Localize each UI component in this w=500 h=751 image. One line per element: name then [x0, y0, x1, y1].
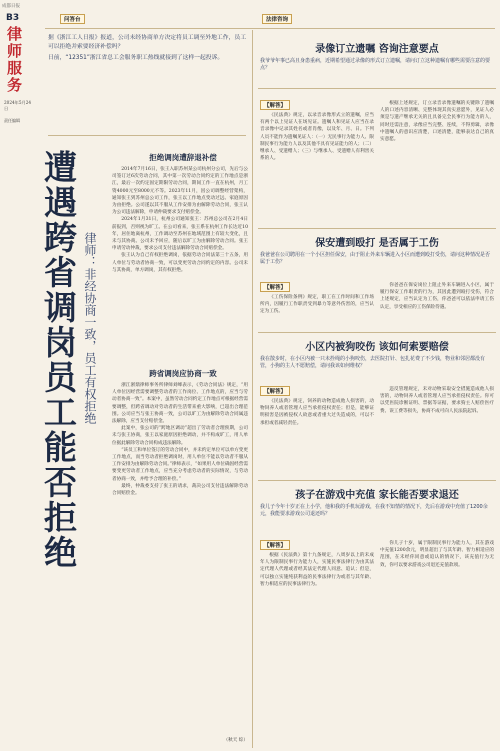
- qa1-answer-left: [260, 112, 374, 222]
- section1-para-3: 张王认为自己有权拒绝调岗，依据劳动合同法第三十五条，用人单位与劳动者协商一致，可以变更劳动合同约定的内容。公司未与其协商，单方调岗，其有权拒绝。: [112, 253, 248, 273]
- column-tag-right: 法律咨询: [262, 14, 292, 24]
- qa3-question: 我在散步时，在小区内被一只未拴绳的小狗咬伤，去医院打针、包扎花费了不少钱，物业和邻居都没有管，小狗的主人不愿赔偿，请问我该如何维权？: [260, 356, 486, 370]
- qa3-title: 小区内被狗咬伤 该如何索要赔偿: [305, 342, 449, 353]
- feature-body-1: [112, 166, 248, 366]
- paper-name: 成都日报: [2, 4, 20, 9]
- section1-para-1: 2014年7月16日，张王入职苏州某公司杭州分公司，先后与公司签订过6次劳动合同，其中第一次劳动合同约定的工作地点是浙江，最后一次约定固定期限劳动合同，期间工作一直在杭州，月工资4000元至8000元不等。2023年11月，因公司调整经营架构，通知张王到苏州总公司工作，张王以工作地点变动过远、家庭原因为由拒绝。公司遂以其不服从工作安排为由解除劳动合同，张王认为公司违法解除，申请仲裁要求支付赔偿金。: [112, 167, 248, 216]
- qa2-answer-para-1: 《工伤保险条例》规定，职工在工作时间和工作场所内，因履行工作职责受到暴力等意外伤害的，应当认定为工伤。: [260, 295, 374, 315]
- qa2-answer-para-2: 你爸爸在保安岗位上阻止外来车辆进入小区，属于履行保安工作职责的行为，其因此遭到殴打受伤，符合上述规定，应当认定为工伤，你爸爸可以依法申请工伤认定，享受相应的工伤保险待遇。: [380, 283, 494, 310]
- qa1-answer-label: 【解答】: [260, 100, 290, 110]
- qa4-title: 孩子在游戏中充值 家长能否要求退还: [295, 490, 459, 501]
- section-title: [7, 26, 29, 94]
- section2-para-3: “该员工和单位签订的劳动合同中，并未约定单位可以单方变更工作地点，而当劳动者拒绝调岗时，用人单位不能以劳动者不服从工作安排为由解除劳动合同。”律师表示，“如果用人单位确因经营需要变更劳动者工作地点，应当充分考虑劳动者的实际情况，与劳动者协商一致，并给予合理的补偿。”: [112, 447, 248, 482]
- qa4-answer-label: 【解答】: [260, 540, 290, 550]
- issue-date: 2024年5月24日: [4, 100, 32, 111]
- qa2-title: 保安遭到殴打 是否属于工伤: [315, 238, 439, 249]
- section2-para-4: 最终，仲裁委支持了张王的请求，裁决公司支付违法解除劳动合同赔偿金。: [112, 483, 248, 497]
- intro-block: [48, 34, 246, 129]
- qa1-title: 录像订立遗嘱 咨询注意要点: [315, 44, 439, 55]
- qa4-answer-left: [260, 552, 374, 742]
- section2-title: 跨省调岗应协商一致: [149, 369, 217, 378]
- qa4-answer-para-2: 你儿子十岁，属于限制民事行为能力人，其在游戏中充值1200余元，明显超出了与其年龄、智力相适应的范围，在未经你同意或追认的情况下，该充值行为无效，你可以要求游戏公司退还充值款项。: [380, 541, 494, 568]
- qa2-bottom-rule: [258, 332, 496, 333]
- editor-credit: 责任编辑: [4, 118, 20, 123]
- qa1-bottom-rule: [258, 228, 496, 229]
- qa1-answer-para-1: 《民法典》规定，以录音录像形式立的遗嘱，应当有两个以上见证人在场见证。遗嘱人和见证人应当在录音录像中记录其姓名或者肖像，以及年、月、日。下列人员不能作为遗嘱见证人：（一）无民事行为能力人、限制民事行为能力人以及其他不具有见证能力的人；（二）继承人、受遗赠人；（三）与继承人、受遗赠人有利害关系的人。: [260, 113, 374, 162]
- feature-headline: [40, 150, 76, 610]
- intro-rule: [48, 135, 246, 136]
- column-tag-left: 问答台: [60, 14, 85, 24]
- qa1-question: 我爷爷年事已高且身患重病，近期希望通过录像的形式订立遗嘱，请问订立这种遗嘱有哪些需要注意的要点？: [260, 58, 491, 72]
- feature-subhead-text: 律师：非经协商一致，员工有权拒绝: [83, 232, 97, 424]
- qa1-answer-para-2: 根据上述规定，订立录音录像遗嘱的关键除了遗嘱人的口述内容清晰、完整体现其真实意愿外，见证人必须是与遗产继承无关的且具备完全民事行为能力的人，同时还需注意，录像应当完整、连续，不得剪辑，录像中遗嘱人的意识应清楚，口述清楚，能够表达自己的真实意愿。: [380, 101, 494, 143]
- top-rule: [45, 28, 495, 29]
- qa2-answer-label: 【解答】: [260, 282, 290, 292]
- qa1-answer-label-text: 解答: [269, 103, 281, 109]
- qa1-rule: [258, 88, 496, 89]
- qa3-answer-para-1: 《民法典》规定，饲养的动物造成他人损害的，动物饲养人或者管理人应当承担侵权责任；但是，能够证明损害是因被侵权人故意或者重大过失造成的，可以不承担或者减轻责任。: [260, 399, 374, 426]
- qa4-answer-right: [380, 540, 494, 742]
- qa3-answer-left: [260, 398, 374, 476]
- intro-hotline: 日前，“12351”浙江省总工会服务职工热线就接到了这样一起投诉。: [48, 55, 224, 61]
- feature-subhead: [82, 232, 100, 532]
- feature-body-2: [112, 382, 248, 734]
- section1-para-2: 2024年1月31日，杭州公司通知张王：苏州总公司在2月4日前报到，否则视为旷工。在公司看来，张王系在杭州工作长达近10年，居住地离杭州，工作调动至苏州在地域范围上有较大变化，且未与其协商。公司未予回应，随后以旷工为由解除劳动合同。张王申请劳动仲裁，要求公司支付违法解除劳动合同赔偿金。: [112, 217, 248, 252]
- intro-question: 据《浙江工人日报》报道，公司未经协商单方决定将员工调至外地工作，员工可以拒绝并索要经济补偿吗？: [48, 35, 246, 50]
- section2-para-1: 浙江浙鼎律师事务所律师刘峰表示，《劳动合同法》规定，“用人单位因经营需要调整劳动者的工作岗位、工作地点的，应当与劳动者协商一致”。本案中，虽然劳动合同约定工作地点可根据经营需要调整，但跨省调动对劳动者的生活带来重大影响，已超出合理范围。公司应当与张王协商一致，公司以旷工为由解除劳动合同属违法解除，应当支付赔偿金。: [112, 383, 248, 425]
- qa3-answer-label-text: 解答: [269, 389, 281, 395]
- page-number: B3: [6, 13, 20, 23]
- section-title-text: 律师服务: [7, 25, 23, 94]
- qa2-answer-left: [260, 294, 374, 328]
- qa4-question: 我儿子今年十岁正在上小学，他和我的手机玩游戏，在我不知情的情况下，先后在游戏中充值了1200余元，我能要求游戏公司退还吗？: [260, 504, 488, 518]
- section1-title: 拒绝调岗遭辞退补偿: [149, 153, 217, 162]
- qa1-answer-right: [380, 100, 494, 222]
- qa3-answer-label: 【解答】: [260, 386, 290, 396]
- section2-para-2: 此案中，张公司的“跨地区调动”超出了劳动者合理预期，公司未与张王协商，张王以家庭原因拒绝调动，并不构成旷工，用人单位据此解除劳动合同构成违法解除。: [112, 426, 248, 446]
- qa3-bottom-rule: [258, 480, 496, 481]
- feature-byline: （秋天 综）: [223, 738, 248, 743]
- qa2-answer-right: [380, 282, 494, 328]
- qa3-answer-right: [380, 386, 494, 476]
- center-divider: [252, 30, 253, 748]
- qa2-answer-label-text: 解答: [269, 285, 281, 291]
- qa2-question: 我爸爸在公司聘用在一个小区担任保安，由于阻止外来车辆进入小区而遭到殴打受伤，请问这种情况是否属于工伤？: [260, 252, 491, 266]
- qa3-answer-para-2: 违反管理规定，未对动物采取安全措施造成他人损害的，动物饲养人或者管理人应当承担侵权责任。你可以凭医院诊断证明、票据等证据，要求狗主人赔偿医疗费、误工费等损失，协商不成可向人民法院起诉。: [380, 387, 494, 414]
- feature-headline-text: 遭遇跨省调岗员工能否拒绝: [39, 150, 78, 570]
- qa4-answer-label-text: 解答: [269, 543, 281, 549]
- qa4-answer-para-1: 根据《民法典》第十九条规定，八周岁以上的未成年人为限制民事行为能力人，实施民事法律行为由其法定代理人代理或者经其法定代理人同意、追认；但是，可以独立实施纯获利益的民事法律行为或者与其年龄、智力相适应的民事法律行为。: [260, 553, 374, 587]
